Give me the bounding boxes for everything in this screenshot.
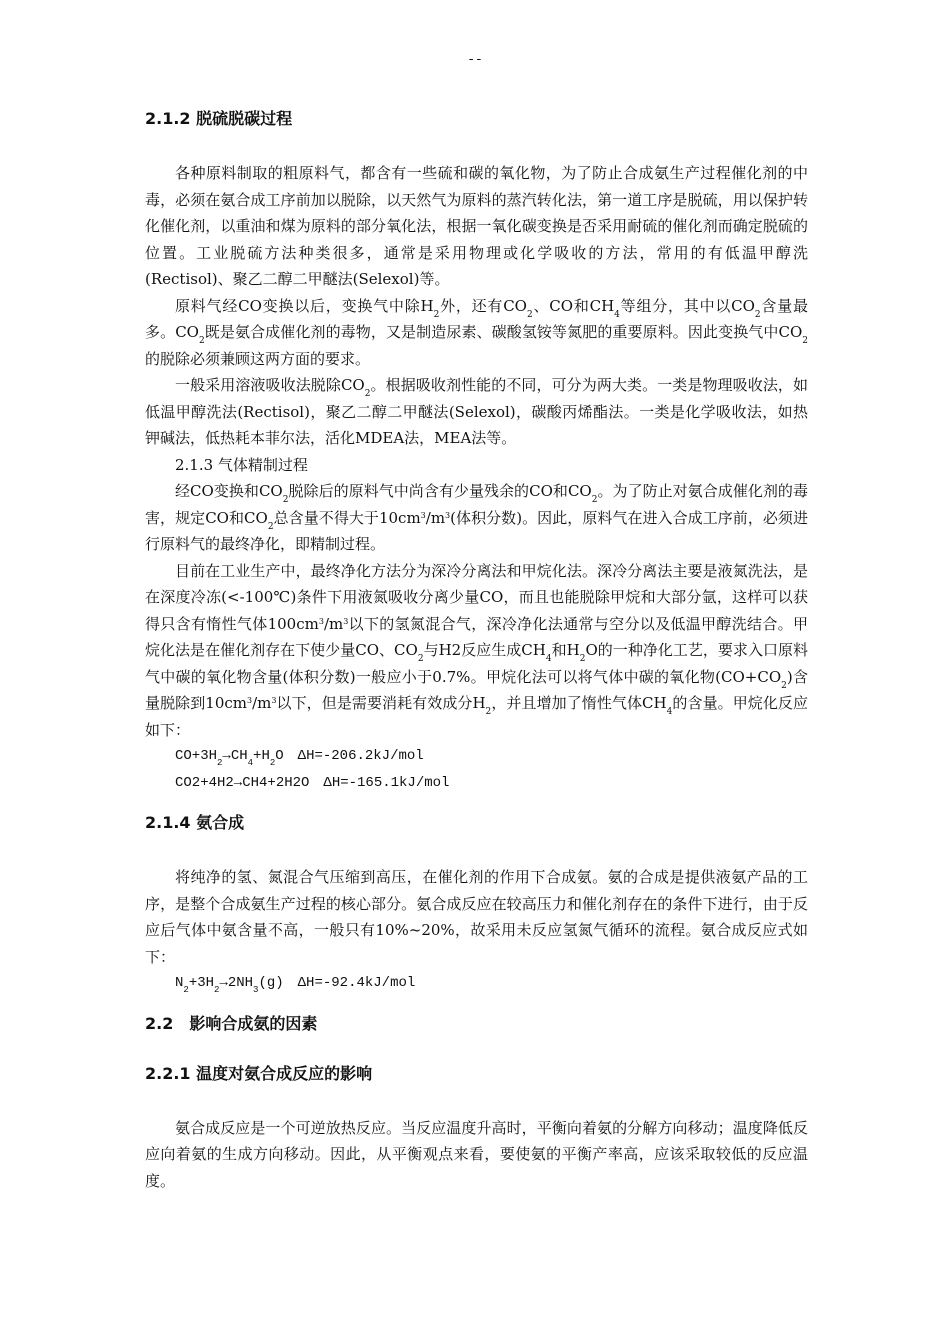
section-heading-2-2: 2.2 影响合成氨的因素 xyxy=(145,1013,318,1033)
paragraph-absorption-methods: 一般采用溶液吸收法脱除$CO_2$。根据吸收剂性能的不同，可分为两大类。一类是物理吸收法，如低温甲醇洗法(Rectisol)，聚乙二醇二甲醚法(Selexol)，碳酸丙烯酯法。一类是化学吸收法，如热钾碱法，低热耗本菲尔法，活化MDEA法，MEA法等。 xyxy=(145,376,808,447)
paragraph-temperature-effect: 氨合成反应是一个可逆放热反应。当反应温度升高时，平衡向着氨的分解方向移动；温度降低反应向着氨的生成方向移动。因此，从平衡观点来看，要使氨的平衡产率高，应该采取较低的反应温度。 xyxy=(145,1118,808,1190)
paragraph-purification-methods: 目前在工业生产中，最终净化方法分为深冷分离法和甲烷化法。深冷分离法主要是液氮洗法，是在深度冷冻(<-100℃)条件下用液氮吸收分离少量CO，而且也能脱除甲烷和大部分氩，这样可以获得只含有惰性气体$100cm^3/m^3$以下的氢氮混合气，深冷净化法通常与空分以及低温甲醇洗结合。甲烷化法是在催化剂存在下使少量CO、$CO_2$与H2反应生成$CH_4$和$H_2O$的一种净化工艺，要求入口原料气中碳的氧化物含量(体积分数)一般应小于0.7%。甲烷化法可以将气体中碳的氧化物$(CO+CO_2)$含量脱除到$10cm^3/m^3$以下，但是需要消耗有效成分$H_2$，并且增加了惰性气体$CH_4$的含量。甲烷化反应如下： xyxy=(145,561,808,739)
paragraph-desulfurization-intro: 各种原料制取的粗原料气，都含有一些硫和碳的氧化物，为了防止合成氨生产过程催化剂的中毒，必须在氨合成工序前加以脱除，以天然气为原料的蒸汽转化法，第一道工序是脱硫，用以保护转化催化剂，以重油和煤为原料的部分氧化法，根据一氧化碳变换是否采用耐硫的催化剂而确定脱硫的位置。工业脱硫方法种类很多，通常是采用物理或化学吸收的方法，常用的有低温甲醇洗(Rectisol)、聚乙二醇二甲醚法(Selexol)等。 xyxy=(145,164,808,288)
equation-methanation-co2: CO2+4H2→CH4+2H2O ΔH=-165.1kJ/mol xyxy=(175,774,450,791)
section-heading-2-1-4: 2.1.4 氨合成 xyxy=(145,813,245,832)
equation-methanation-co: $CO+3H_2\to CH_4+H_2O$ ΔH=-206.2kJ/mol xyxy=(175,748,424,768)
paragraph-co2-removal: 原料气经CO变换以后，变换气中除$H_2$外，还有$CO_2$、CO和$CH_4$等组分，其中以$CO_2$含量最多。$CO_2$既是氨合成催化剂的毒物，又是制造尿素、碳酸氢铵等氮肥的重要原料。因此变换气中$CO_2$的脱除必须兼顾这两方面的要求。 xyxy=(145,296,808,368)
section-heading-2-1-3: 2.1.3 气体精制过程 xyxy=(175,455,308,474)
paragraph-ammonia-synthesis: 将纯净的氢、氮混合气压缩到高压，在催化剂的作用下合成氨。氨的合成是提供液氨产品的工序，是整个合成氨生产过程的核心部分。氨合成反应在较高压力和催化剂存在的条件下进行，由于反应后气体中氨含量不高，一般只有10%~20%，故采用未反应氢氮气循环的流程。氨合成反应式如下： xyxy=(145,868,808,966)
section-heading-2-1-2: 2.1.2 脱硫脱碳过程 xyxy=(145,109,293,128)
page-header-marker: -- xyxy=(467,52,483,67)
equation-ammonia-synthesis: $N_2+3H_2\to 2NH_3(g)$ ΔH=-92.4kJ/mol xyxy=(175,975,416,995)
section-heading-2-2-1: 2.2.1 温度对氨合成反应的影响 xyxy=(145,1063,373,1083)
paragraph-gas-purification: 经CO变换和$CO_2$脱除后的原料气中尚含有少量残余的CO和$CO_2$。为了防止对氨合成催化剂的毒害，规定CO和$CO_2$总含量不得大于$10cm^3/m^3$(体积分数)。因此，原料气在进入合成工序前，必须进行原料气的最终净化，即精制过程。 xyxy=(145,482,808,553)
document-body xyxy=(145,106,808,1194)
